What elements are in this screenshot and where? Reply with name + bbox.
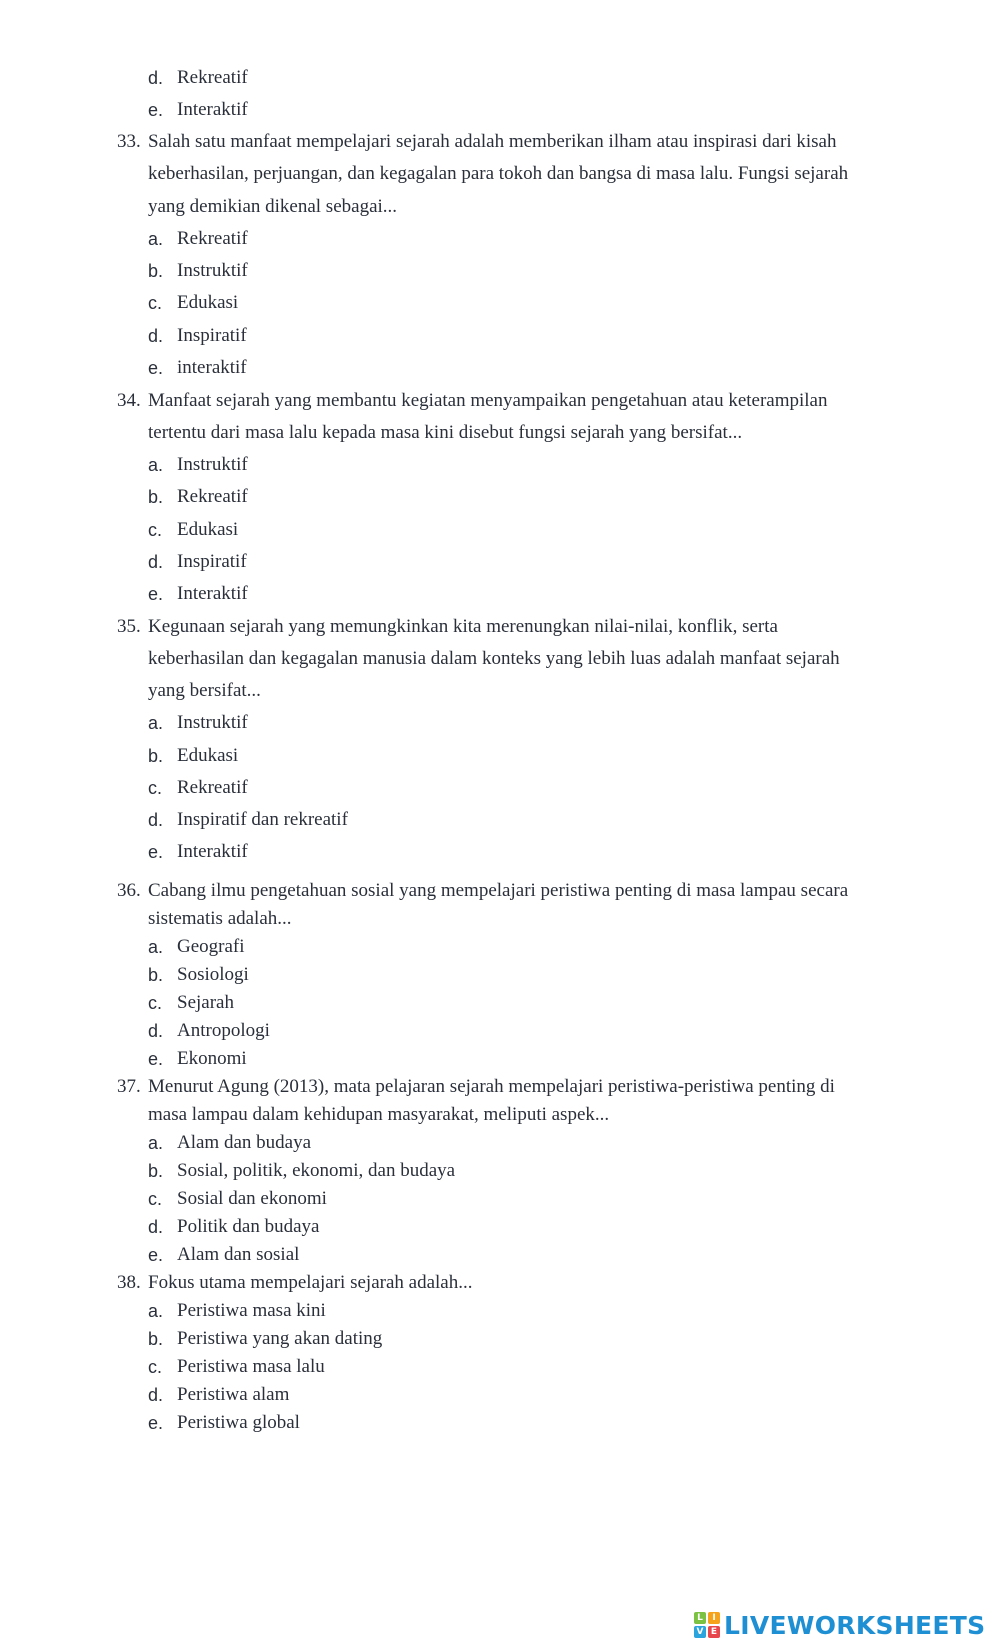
option-letter: d. (148, 552, 164, 572)
option-letter: b. (148, 261, 164, 281)
question-number: 37. (117, 1076, 141, 1097)
liveworksheets-logo (694, 1608, 985, 1642)
option-text: Alam dan budaya (177, 1132, 312, 1153)
option-text: Edukasi (177, 745, 239, 766)
option-letter: e. (148, 100, 164, 120)
option-text: Rekreatif (177, 486, 248, 507)
option-text: Sejarah (177, 992, 234, 1013)
question-text: keberhasilan, perjuangan, dan kegagalan para tokoh dan bangsa di masa lalu. Fungsi sejarah (148, 163, 849, 184)
option-letter: e. (148, 1413, 164, 1433)
option-letter: e. (148, 842, 164, 862)
logo-mark-tile: I (708, 1612, 720, 1624)
option-letter: c. (148, 1357, 163, 1377)
option-text: Geografi (177, 936, 245, 957)
option-text: Sosial, politik, ekonomi, dan budaya (177, 1160, 456, 1181)
option-letter: e. (148, 584, 164, 604)
option-letter: b. (148, 746, 164, 766)
option-letter: b. (148, 487, 164, 507)
option-text: Alam dan sosial (177, 1244, 300, 1265)
question-text: sistematis adalah... (148, 908, 292, 929)
option-text: Instruktif (177, 454, 248, 475)
question-number: 35. (117, 616, 141, 637)
option-text: Instruktif (177, 260, 248, 281)
question-number: 38. (117, 1272, 141, 1293)
question-number: 34. (117, 390, 141, 411)
option-text: Edukasi (177, 519, 239, 540)
option-text: Sosiologi (177, 964, 249, 985)
question-text: Kegunaan sejarah yang memungkinkan kita merenungkan nilai-nilai, konflik, serta (148, 616, 778, 637)
option-text: Politik dan budaya (177, 1216, 320, 1237)
option-text: Peristiwa yang akan dating (177, 1328, 383, 1349)
logo-mark-tile: L (694, 1612, 706, 1624)
option-text: Rekreatif (177, 228, 248, 249)
option-text: Instruktif (177, 712, 248, 733)
option-letter: d. (148, 68, 164, 88)
option-letter: a. (148, 713, 164, 733)
logo-mark-tile: E (708, 1626, 720, 1638)
option-text: Rekreatif (177, 777, 248, 798)
option-text: Antropologi (177, 1020, 270, 1041)
question-text: Manfaat sejarah yang membantu kegiatan menyampaikan pengetahuan atau keterampilan (148, 390, 828, 411)
option-text: Peristiwa masa kini (177, 1300, 326, 1321)
question-number: 33. (117, 131, 141, 152)
option-text: interaktif (177, 357, 247, 378)
option-letter: c. (148, 520, 163, 540)
question-text: Salah satu manfaat mempelajari sejarah adalah memberikan ilham atau inspirasi dari kisah (148, 131, 837, 152)
question-text: tertentu dari masa lalu kepada masa kini disebut fungsi sejarah yang bersifat... (148, 422, 743, 443)
option-letter: a. (148, 229, 164, 249)
option-letter: d. (148, 810, 164, 830)
option-letter: e. (148, 1049, 164, 1069)
liveworksheets-wordmark: LIVEWORKSHEETS (724, 1610, 986, 1640)
option-letter: a. (148, 937, 164, 957)
option-text: Inspiratif (177, 325, 247, 346)
option-text: Interaktif (177, 99, 248, 120)
question-text: yang bersifat... (148, 680, 261, 701)
option-text: Peristiwa global (177, 1412, 300, 1433)
option-letter: b. (148, 1329, 164, 1349)
question-text: keberhasilan dan kegagalan manusia dalam konteks yang lebih luas adalah manfaat sejarah (148, 648, 840, 669)
option-text: Inspiratif (177, 551, 247, 572)
question-text: yang demikian dikenal sebagai... (148, 196, 398, 217)
option-letter: e. (148, 1245, 164, 1265)
option-text: Ekonomi (177, 1048, 247, 1069)
option-letter: c. (148, 1189, 163, 1209)
option-letter: b. (148, 1161, 164, 1181)
option-letter: d. (148, 1385, 164, 1405)
option-text: Interaktif (177, 583, 248, 604)
option-text: Rekreatif (177, 67, 248, 88)
question-text: Fokus utama mempelajari sejarah adalah... (148, 1272, 473, 1293)
option-letter: d. (148, 1021, 164, 1041)
option-letter: d. (148, 326, 164, 346)
question-number: 36. (117, 880, 141, 901)
option-text: Inspiratif dan rekreatif (177, 809, 348, 830)
option-letter: c. (148, 778, 163, 798)
option-text: Sosial dan ekonomi (177, 1188, 327, 1209)
question-text: Menurut Agung (2013), mata pelajaran sejarah mempelajari peristiwa-peristiwa penting di (148, 1076, 835, 1097)
option-letter: d. (148, 1217, 164, 1237)
option-letter: e. (148, 358, 164, 378)
option-letter: a. (148, 1301, 164, 1321)
question-text: Cabang ilmu pengetahuan sosial yang mempelajari peristiwa penting di masa lampau secara (148, 880, 849, 901)
option-text: Peristiwa masa lalu (177, 1356, 325, 1377)
logo-mark-tile: V (694, 1626, 706, 1638)
option-letter: a. (148, 1133, 164, 1153)
option-text: Interaktif (177, 841, 248, 862)
option-text: Edukasi (177, 292, 239, 313)
question-text: masa lampau dalam kehidupan masyarakat, meliputi aspek... (148, 1104, 610, 1125)
option-letter: b. (148, 965, 164, 985)
option-letter: c. (148, 293, 163, 313)
liveworksheets-mark-icon (694, 1612, 720, 1638)
option-letter: c. (148, 993, 163, 1013)
option-letter: a. (148, 455, 164, 475)
option-text: Peristiwa alam (177, 1384, 290, 1405)
